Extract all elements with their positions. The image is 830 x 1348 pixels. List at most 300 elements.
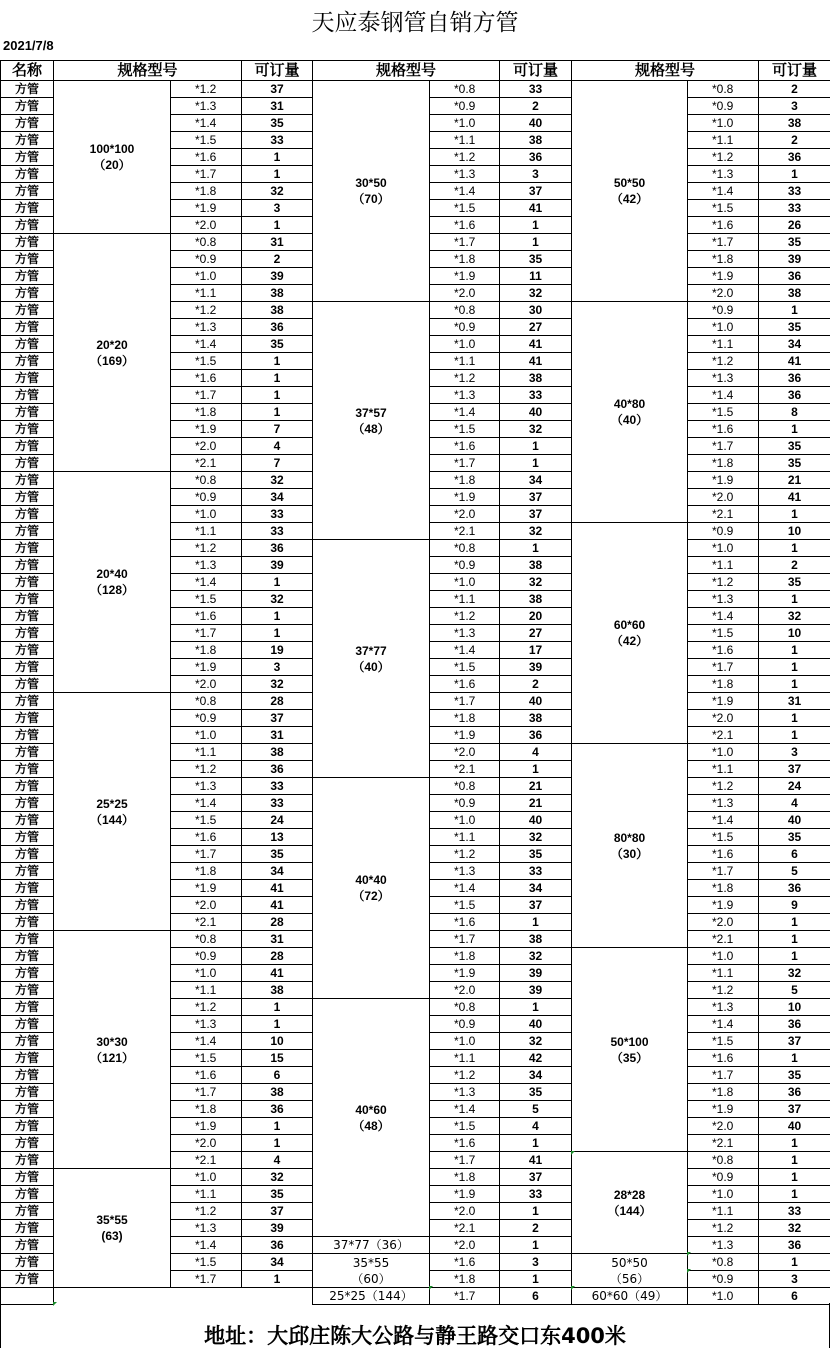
quantity-cell: 1 bbox=[241, 216, 313, 234]
thickness-cell: *1.6 bbox=[170, 369, 242, 387]
row-name-cell: 方管 bbox=[0, 199, 54, 217]
thickness-cell: *0.9 bbox=[170, 709, 242, 727]
thickness-cell: *0.9 bbox=[429, 1015, 500, 1033]
size-label: 60*60（49） bbox=[591, 1289, 668, 1303]
row-name-cell: 方管 bbox=[0, 998, 54, 1016]
thickness-cell: *1.0 bbox=[170, 505, 242, 523]
thickness-cell: *1.4 bbox=[170, 794, 242, 812]
thickness-cell: *1.9 bbox=[429, 726, 500, 744]
thickness-cell: *1.6 bbox=[687, 216, 759, 234]
thickness-cell: *1.7 bbox=[687, 233, 759, 251]
quantity-cell: 38 bbox=[499, 709, 572, 727]
quantity-cell: 28 bbox=[241, 692, 313, 710]
row-name-cell: 方管 bbox=[0, 777, 54, 795]
quantity-cell: 33 bbox=[241, 777, 313, 795]
quantity-cell: 35 bbox=[758, 573, 830, 591]
quantity-cell: 41 bbox=[499, 1151, 572, 1169]
row-name-cell: 方管 bbox=[0, 811, 54, 829]
thickness-cell: *1.2 bbox=[170, 301, 242, 319]
quantity-cell: 1 bbox=[241, 1015, 313, 1033]
company-address: 地址：大邱庄陈大公路与静王路交口东400米 bbox=[204, 1324, 626, 1348]
thickness-cell: *1.5 bbox=[429, 420, 500, 438]
thickness-cell: *1.9 bbox=[170, 420, 242, 438]
size-group-cell bbox=[312, 301, 430, 540]
quantity-cell: 32 bbox=[499, 828, 572, 846]
thickness-cell: *1.6 bbox=[687, 420, 759, 438]
quantity-cell: 13 bbox=[241, 828, 313, 846]
quantity-cell: 1 bbox=[758, 1049, 830, 1067]
thickness-cell: *1.1 bbox=[429, 352, 500, 370]
quantity-cell: 6 bbox=[758, 845, 830, 863]
quantity-cell: 1 bbox=[241, 352, 313, 370]
size-count: （40） bbox=[610, 413, 649, 427]
thickness-cell: *1.2 bbox=[687, 573, 759, 591]
quantity-cell: 1 bbox=[758, 1185, 830, 1203]
thickness-cell: *1.2 bbox=[687, 352, 759, 370]
thickness-cell: *2.0 bbox=[687, 284, 759, 302]
row-name-cell: 方管 bbox=[0, 709, 54, 727]
quantity-cell: 41 bbox=[241, 964, 313, 982]
thickness-cell: *1.7 bbox=[687, 1066, 759, 1084]
thickness-cell: *1.2 bbox=[170, 760, 242, 778]
quantity-cell: 31 bbox=[241, 726, 313, 744]
size-count: （20） bbox=[93, 158, 131, 172]
row-name-cell: 方管 bbox=[0, 267, 54, 285]
thickness-cell: *1.0 bbox=[687, 318, 759, 336]
quantity-cell: 20 bbox=[499, 607, 572, 625]
thickness-cell: *1.3 bbox=[687, 794, 759, 812]
thickness-cell: *1.0 bbox=[687, 947, 759, 965]
quantity-cell: 24 bbox=[241, 811, 313, 829]
quantity-cell: 37 bbox=[241, 80, 313, 98]
thickness-cell: *1.4 bbox=[687, 1015, 759, 1033]
quantity-cell: 38 bbox=[499, 930, 572, 948]
quantity-cell: 37 bbox=[758, 1032, 830, 1050]
thickness-cell: *1.2 bbox=[429, 607, 500, 625]
thickness-cell: *1.6 bbox=[429, 1134, 500, 1152]
thickness-cell: *1.3 bbox=[687, 590, 759, 608]
thickness-cell: *0.8 bbox=[170, 233, 242, 251]
size-label: 30*30 bbox=[96, 1034, 128, 1049]
thickness-cell: *1.6 bbox=[170, 828, 242, 846]
size-group-cell bbox=[571, 522, 688, 744]
quantity-cell: 33 bbox=[241, 794, 313, 812]
thickness-cell: *1.7 bbox=[170, 624, 242, 642]
quantity-cell: 4 bbox=[499, 743, 572, 761]
row-name-cell: 方管 bbox=[0, 403, 54, 421]
quantity-cell: 40 bbox=[499, 403, 572, 421]
size-label: 40*80 bbox=[613, 397, 646, 411]
quantity-cell: 36 bbox=[758, 879, 830, 897]
thickness-cell: *1.8 bbox=[429, 1270, 500, 1288]
row-name-cell: 方管 bbox=[0, 1168, 54, 1186]
thickness-cell: *1.1 bbox=[687, 964, 759, 982]
size-group-cell bbox=[53, 233, 171, 472]
thickness-cell: *1.5 bbox=[170, 1253, 242, 1271]
thickness-cell: *1.8 bbox=[170, 641, 242, 659]
size-label: 50*100 bbox=[610, 1034, 649, 1049]
thickness-cell: *1.4 bbox=[687, 811, 759, 829]
quantity-cell: 37 bbox=[499, 488, 572, 506]
size-count: （144） bbox=[607, 1203, 652, 1218]
thickness-cell: *1.3 bbox=[429, 624, 500, 642]
thickness-cell: *1.8 bbox=[687, 1083, 759, 1101]
size-label: 37*77（36） bbox=[333, 1238, 409, 1252]
row-name-cell: 方管 bbox=[0, 471, 54, 489]
thickness-cell: *1.0 bbox=[170, 726, 242, 744]
thickness-cell: *1.9 bbox=[687, 471, 759, 489]
row-name-cell: 方管 bbox=[0, 1253, 54, 1271]
quantity-cell: 1 bbox=[758, 590, 830, 608]
quantity-cell: 32 bbox=[758, 964, 830, 982]
thickness-cell: *1.8 bbox=[170, 182, 242, 200]
thickness-cell: *0.8 bbox=[687, 80, 759, 98]
corner-marker bbox=[571, 1151, 575, 1155]
quantity-cell: 40 bbox=[758, 811, 830, 829]
thickness-cell: *2.0 bbox=[429, 284, 500, 302]
thickness-cell: *1.3 bbox=[429, 862, 500, 880]
thickness-cell: *1.9 bbox=[429, 488, 500, 506]
quantity-cell: 33 bbox=[499, 386, 572, 404]
size-count: （42） bbox=[610, 634, 649, 648]
thickness-cell: *2.0 bbox=[687, 488, 759, 506]
thickness-cell: *1.4 bbox=[170, 1032, 242, 1050]
size-group-cell bbox=[571, 1253, 688, 1288]
thickness-cell: *1.1 bbox=[687, 556, 759, 574]
size-label: 20*40 bbox=[96, 567, 128, 581]
quantity-cell: 4 bbox=[241, 1151, 313, 1169]
quantity-cell: 35 bbox=[241, 1185, 313, 1203]
thickness-cell: *1.2 bbox=[429, 1066, 500, 1084]
thickness-cell: *1.6 bbox=[429, 675, 500, 693]
quantity-cell: 1 bbox=[499, 216, 572, 234]
size-count: （48） bbox=[352, 1118, 390, 1133]
quantity-cell: 2 bbox=[241, 250, 313, 268]
quantity-cell: 36 bbox=[758, 1083, 830, 1101]
quantity-cell: 37 bbox=[499, 505, 572, 523]
quantity-cell: 31 bbox=[241, 930, 313, 948]
thickness-cell: *1.7 bbox=[170, 1083, 242, 1101]
thickness-cell: *1.4 bbox=[170, 573, 242, 591]
size-label: 40*40 bbox=[355, 873, 387, 887]
quantity-cell: 1 bbox=[758, 675, 830, 693]
quantity-cell: 38 bbox=[241, 1083, 313, 1101]
quantity-cell: 9 bbox=[758, 896, 830, 914]
thickness-cell: *1.3 bbox=[170, 97, 242, 115]
row-name-cell: 方管 bbox=[0, 862, 54, 880]
thickness-cell: *1.4 bbox=[170, 1236, 242, 1254]
quantity-cell: 1 bbox=[758, 930, 830, 948]
quantity-cell: 37 bbox=[499, 896, 572, 914]
quantity-cell: 32 bbox=[241, 471, 313, 489]
size-count: （128） bbox=[89, 583, 135, 597]
thickness-cell: *1.1 bbox=[687, 131, 759, 149]
size-count: （35） bbox=[610, 1050, 649, 1065]
thickness-cell: *1.5 bbox=[687, 828, 759, 846]
quantity-cell: 11 bbox=[499, 267, 572, 285]
row-name-cell: 方管 bbox=[0, 879, 54, 897]
row-name-cell: 方管 bbox=[0, 114, 54, 132]
thickness-cell: *1.6 bbox=[687, 845, 759, 863]
thickness-cell: *1.5 bbox=[170, 590, 242, 608]
quantity-cell: 38 bbox=[241, 981, 313, 999]
thickness-cell: *0.9 bbox=[170, 250, 242, 268]
quantity-cell: 41 bbox=[499, 199, 572, 217]
quantity-cell: 33 bbox=[758, 1202, 830, 1220]
size-count: （60） bbox=[351, 1271, 391, 1286]
quantity-cell: 35 bbox=[758, 454, 830, 472]
thickness-cell: *1.2 bbox=[170, 998, 242, 1016]
quantity-cell: 33 bbox=[758, 182, 830, 200]
quantity-cell: 3 bbox=[241, 199, 313, 217]
quantity-cell: 34 bbox=[241, 1253, 313, 1271]
row-name-cell: 方管 bbox=[0, 913, 54, 931]
quantity-cell: 1 bbox=[499, 1134, 572, 1152]
thickness-cell: *1.2 bbox=[429, 148, 500, 166]
row-name-cell: 方管 bbox=[0, 488, 54, 506]
thickness-cell: *1.6 bbox=[687, 641, 759, 659]
size-label: 30*50 bbox=[355, 176, 387, 190]
thickness-cell: *1.4 bbox=[170, 114, 242, 132]
row-name-cell: 方管 bbox=[0, 641, 54, 659]
quantity-cell: 36 bbox=[241, 539, 313, 557]
quantity-cell: 37 bbox=[241, 1202, 313, 1220]
row-name-cell: 方管 bbox=[0, 726, 54, 744]
thickness-cell: *1.9 bbox=[170, 1117, 242, 1135]
quantity-cell: 8 bbox=[758, 403, 830, 421]
corner-marker bbox=[687, 1269, 691, 1273]
row-name-cell: 方管 bbox=[0, 692, 54, 710]
quantity-cell: 1 bbox=[499, 998, 572, 1016]
quantity-cell: 35 bbox=[499, 1083, 572, 1101]
size-count: （56） bbox=[609, 1271, 650, 1286]
thickness-cell: *1.8 bbox=[429, 1168, 500, 1186]
quantity-cell: 38 bbox=[241, 284, 313, 302]
thickness-cell: *1.2 bbox=[687, 981, 759, 999]
thickness-cell: *1.0 bbox=[429, 114, 500, 132]
quantity-cell: 41 bbox=[499, 352, 572, 370]
size-group-cell bbox=[53, 692, 171, 931]
quantity-cell: 5 bbox=[758, 862, 830, 880]
thickness-cell: *0.9 bbox=[687, 522, 759, 540]
quantity-cell: 41 bbox=[758, 352, 830, 370]
thickness-cell: *1.5 bbox=[687, 624, 759, 642]
thickness-cell: *1.9 bbox=[687, 692, 759, 710]
thickness-cell: *2.1 bbox=[687, 505, 759, 523]
quantity-cell: 3 bbox=[241, 658, 313, 676]
quantity-cell: 6 bbox=[241, 1066, 313, 1084]
quantity-cell: 1 bbox=[241, 148, 313, 166]
quantity-cell: 33 bbox=[758, 199, 830, 217]
thickness-cell: *1.4 bbox=[170, 335, 242, 353]
thickness-cell: *1.2 bbox=[687, 777, 759, 795]
thickness-cell: *1.1 bbox=[170, 522, 242, 540]
thickness-cell: *1.7 bbox=[687, 658, 759, 676]
thickness-cell: *1.1 bbox=[687, 335, 759, 353]
thickness-cell: *1.7 bbox=[170, 386, 242, 404]
thickness-cell: *1.2 bbox=[687, 148, 759, 166]
thickness-cell: *1.8 bbox=[687, 250, 759, 268]
row-name-cell: 方管 bbox=[0, 216, 54, 234]
size-count: （121） bbox=[89, 1050, 135, 1065]
thickness-cell: *0.9 bbox=[429, 318, 500, 336]
quantity-cell: 32 bbox=[758, 607, 830, 625]
quantity-cell: 2 bbox=[499, 675, 572, 693]
quantity-cell: 10 bbox=[758, 998, 830, 1016]
thickness-cell: *1.4 bbox=[429, 879, 500, 897]
quantity-cell: 35 bbox=[758, 318, 830, 336]
thickness-cell: *1.3 bbox=[429, 1083, 500, 1101]
quantity-cell: 1 bbox=[758, 505, 830, 523]
thickness-cell: *0.8 bbox=[170, 930, 242, 948]
thickness-cell: *1.0 bbox=[687, 743, 759, 761]
quantity-cell: 17 bbox=[499, 641, 572, 659]
size-group-cell bbox=[571, 301, 688, 523]
quantity-cell: 10 bbox=[241, 1032, 313, 1050]
thickness-cell: *1.1 bbox=[429, 131, 500, 149]
quantity-cell: 31 bbox=[241, 233, 313, 251]
quantity-cell: 1 bbox=[241, 624, 313, 642]
thickness-cell: *1.0 bbox=[687, 1287, 759, 1305]
thickness-cell: *1.6 bbox=[429, 216, 500, 234]
row-name-cell: 方管 bbox=[0, 556, 54, 574]
row-name-cell: 方管 bbox=[0, 573, 54, 591]
quantity-cell: 10 bbox=[758, 522, 830, 540]
row-name-cell: 方管 bbox=[0, 760, 54, 778]
quantity-cell: 36 bbox=[499, 148, 572, 166]
thickness-cell: *1.7 bbox=[170, 845, 242, 863]
quantity-cell: 41 bbox=[758, 488, 830, 506]
thickness-cell: *1.8 bbox=[687, 454, 759, 472]
thickness-cell: *1.0 bbox=[429, 811, 500, 829]
thickness-cell: *2.1 bbox=[429, 760, 500, 778]
row-name-cell: 方管 bbox=[0, 1066, 54, 1084]
size-count: （169） bbox=[89, 353, 135, 368]
quantity-cell: 32 bbox=[499, 522, 572, 540]
thickness-cell: *1.8 bbox=[170, 1100, 242, 1118]
thickness-cell: *1.1 bbox=[170, 981, 242, 999]
quantity-cell: 39 bbox=[241, 267, 313, 285]
thickness-cell: *1.2 bbox=[170, 80, 242, 98]
row-name-cell: 方管 bbox=[0, 97, 54, 115]
quantity-cell: 32 bbox=[499, 1032, 572, 1050]
quantity-cell: 3 bbox=[499, 165, 572, 183]
size-count: （40） bbox=[352, 659, 390, 674]
thickness-cell: *1.7 bbox=[429, 233, 500, 251]
size-count: （42） bbox=[610, 192, 649, 206]
quantity-cell: 3 bbox=[758, 743, 830, 761]
thickness-cell: *1.8 bbox=[687, 879, 759, 897]
thickness-cell: *1.0 bbox=[429, 1032, 500, 1050]
row-name-cell: 方管 bbox=[0, 420, 54, 438]
quantity-cell: 15 bbox=[241, 1049, 313, 1067]
row-name-cell: 方管 bbox=[0, 233, 54, 251]
thickness-cell: *1.0 bbox=[170, 964, 242, 982]
thickness-cell: *0.9 bbox=[687, 1168, 759, 1186]
quantity-cell: 1 bbox=[241, 1117, 313, 1135]
thickness-cell: *2.0 bbox=[170, 896, 242, 914]
size-label: 37*57 bbox=[355, 405, 387, 420]
thickness-cell: *1.1 bbox=[429, 828, 500, 846]
quantity-cell: 1 bbox=[499, 454, 572, 472]
thickness-cell: *1.7 bbox=[170, 1270, 242, 1288]
sheet-title: 天应泰钢管自销方管 bbox=[311, 10, 519, 36]
thickness-cell: *1.9 bbox=[429, 267, 500, 285]
thickness-cell: *1.8 bbox=[170, 403, 242, 421]
thickness-cell: *1.8 bbox=[429, 250, 500, 268]
quantity-cell: 39 bbox=[499, 658, 572, 676]
header-spec: 规格型号 bbox=[53, 60, 242, 81]
quantity-cell: 6 bbox=[758, 1287, 830, 1305]
size-label: 50*50 bbox=[613, 176, 646, 190]
quantity-cell: 34 bbox=[499, 471, 572, 489]
thickness-cell: *1.5 bbox=[170, 1049, 242, 1067]
thickness-cell: *2.0 bbox=[170, 1134, 242, 1152]
row-name-cell: 方管 bbox=[0, 1083, 54, 1101]
quantity-cell: 31 bbox=[241, 97, 313, 115]
thickness-cell: *2.1 bbox=[170, 454, 242, 472]
size-label: 37*77 bbox=[355, 643, 387, 658]
row-name-cell: 方管 bbox=[0, 386, 54, 404]
quantity-cell: 1 bbox=[758, 726, 830, 744]
row-name-cell: 方管 bbox=[0, 148, 54, 166]
quantity-cell: 35 bbox=[758, 828, 830, 846]
quantity-cell: 2 bbox=[499, 97, 572, 115]
row-name-cell: 方管 bbox=[0, 318, 54, 336]
thickness-cell: *1.6 bbox=[170, 1066, 242, 1084]
thickness-cell: *1.5 bbox=[687, 403, 759, 421]
row-name-cell: 方管 bbox=[0, 1100, 54, 1118]
row-name-cell: 方管 bbox=[0, 930, 54, 948]
thickness-cell: *1.9 bbox=[429, 1185, 500, 1203]
thickness-cell: *0.8 bbox=[429, 301, 500, 319]
thickness-cell: *0.9 bbox=[170, 488, 242, 506]
quantity-cell: 39 bbox=[499, 981, 572, 999]
row-name-cell: 方管 bbox=[0, 1049, 54, 1067]
thickness-cell: *2.1 bbox=[170, 1151, 242, 1169]
quantity-cell: 41 bbox=[241, 896, 313, 914]
thickness-cell: *1.6 bbox=[429, 437, 500, 455]
size-label: 25*25（144） bbox=[329, 1289, 413, 1303]
thickness-cell: *2.1 bbox=[170, 913, 242, 931]
size-group-cell bbox=[312, 777, 430, 999]
header-spec: 规格型号 bbox=[571, 60, 759, 81]
thickness-cell: *2.0 bbox=[170, 216, 242, 234]
quantity-cell: 4 bbox=[758, 794, 830, 812]
size-group-cell bbox=[571, 80, 688, 302]
thickness-cell: *0.8 bbox=[429, 80, 500, 98]
quantity-cell: 1 bbox=[758, 301, 830, 319]
thickness-cell: *0.8 bbox=[429, 777, 500, 795]
row-name-cell: 方管 bbox=[0, 624, 54, 642]
quantity-cell: 35 bbox=[241, 845, 313, 863]
thickness-cell: *2.1 bbox=[429, 1219, 500, 1237]
thickness-cell: *1.7 bbox=[429, 454, 500, 472]
quantity-cell: 36 bbox=[499, 726, 572, 744]
row-name-cell: 方管 bbox=[0, 1151, 54, 1169]
thickness-cell: *1.1 bbox=[687, 1202, 759, 1220]
thickness-cell: *1.5 bbox=[429, 896, 500, 914]
row-name-cell: 方管 bbox=[0, 794, 54, 812]
quantity-cell: 1 bbox=[758, 1151, 830, 1169]
quantity-cell: 1 bbox=[758, 947, 830, 965]
thickness-cell: *1.6 bbox=[429, 913, 500, 931]
thickness-cell: *0.9 bbox=[429, 556, 500, 574]
thickness-cell: *1.7 bbox=[687, 437, 759, 455]
quantity-cell: 1 bbox=[758, 1134, 830, 1152]
row-name-cell: 方管 bbox=[0, 1236, 54, 1254]
thickness-cell: *0.9 bbox=[687, 97, 759, 115]
